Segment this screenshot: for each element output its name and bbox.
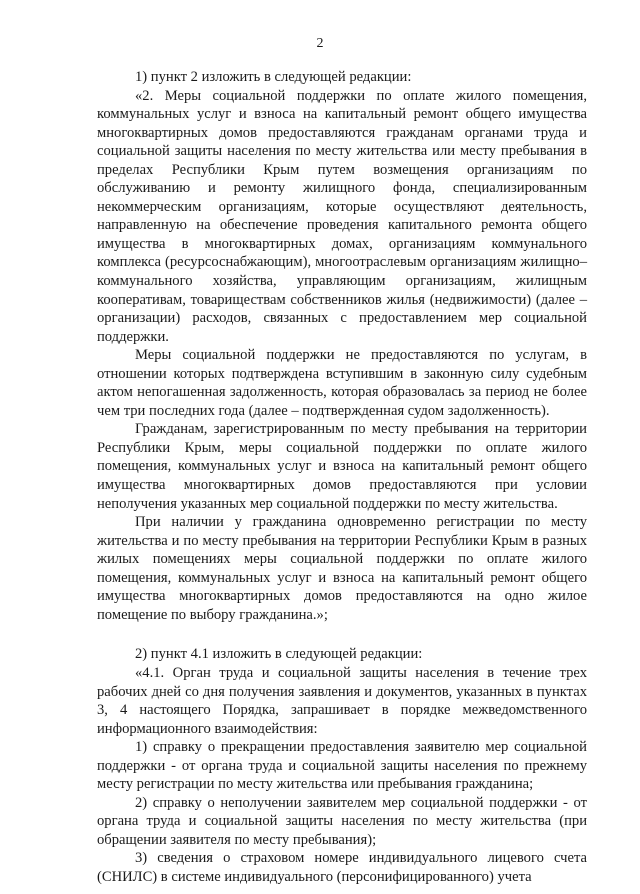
page-number: 2 — [316, 36, 324, 51]
paragraph-item-3: 3) сведения о страховом номере индивидуального лицевого счета (СНИЛС) в системе индивидуального (персонифицированного) учета — [97, 850, 587, 885]
paragraph-amendment-1: 1) пункт 2 изложить в следующей редакции: — [135, 69, 412, 85]
paragraph-gap — [97, 624, 587, 645]
document-body — [97, 68, 587, 887]
paragraph-debt-exclusion: Меры социальной поддержки не предоставляются по услугам, в отношении которых подтверждена вступившим в законную силу судебным актом непогашенная задолженность, которая образовалась за период не более чем три последних года (далее – подтвержденная судом задолженность). — [97, 347, 587, 419]
paragraph-temporary-registration: Гражданам, зарегистрированным по месту пребывания на территории Республики Крым, меры социальной поддержки по оплате жилого помещения, коммунальных услуг и взноса на капитальный ремонт общего имущества многоквартирных домов предоставляются при условии неполучения указанных мер социальной поддержки по месту жительства. — [97, 421, 587, 512]
paragraph-item-2: 2) справку о неполучении заявителем мер социальной поддержки - от органа труда и социальной защиты населения по месту жительства (при обращении заявителя по месту пребывания); — [97, 794, 587, 848]
paragraph-clause-4-1: «4.1. Орган труда и социальной защиты населения в течение трех рабочих дней со дня получения заявления и документов, указанных в пунктах 3, 4 настоящего Порядка, запрашивает в порядке межведомственного информационного взаимодействия: — [97, 664, 587, 737]
paragraph-item-1: 1) справку о прекращении предоставления заявителю мер социальной поддержки - от органа труда и социальной защиты населения по прежнему месту регистрации по месту жительства или пребывания гражданина; — [97, 739, 587, 793]
paragraph-dual-registration: При наличии у гражданина одновременно регистрации по месту жительства и по месту пребывания на территории Республики Крым в разных жилых помещениях меры социальной поддержки по оплате жилого помещения, коммунальных услуг и взноса на капитальный ремонт общего имущества многоквартирных домов предоставляются на одно жилое помещение по выбору гражданина.»; — [97, 514, 587, 623]
paragraph-amendment-2: 2) пункт 4.1 изложить в следующей редакции: — [135, 646, 423, 663]
paragraph-clause-2: «2. Меры социальной поддержки по оплате жилого помещения, коммунальных услуг и взноса на капитальный ремонт общего имущества многоквартирных домов предоставляются гражданам органами труда и социальной защиты населения по месту жительства или месту пребывания в пределах Республики Крым путем возмещения организациям по обслуживанию и ремонту жилищного фонда, специализированным некоммерческим организациям, которые осуществляют деятельность, направленную на обеспечение проведения капитального ремонта общего имущества в многоквартирных домах, организациям коммунального комплекса (ресурсоснабжающим), многоотраслевым организациям жилищно–коммунального хозяйства, управляющим организациям, жилищным кооперативам, товариществам собственников жилья (недвижимости) (далее – организации) расходов, связанных с предоставлением мер социальной поддержки. — [97, 87, 587, 345]
